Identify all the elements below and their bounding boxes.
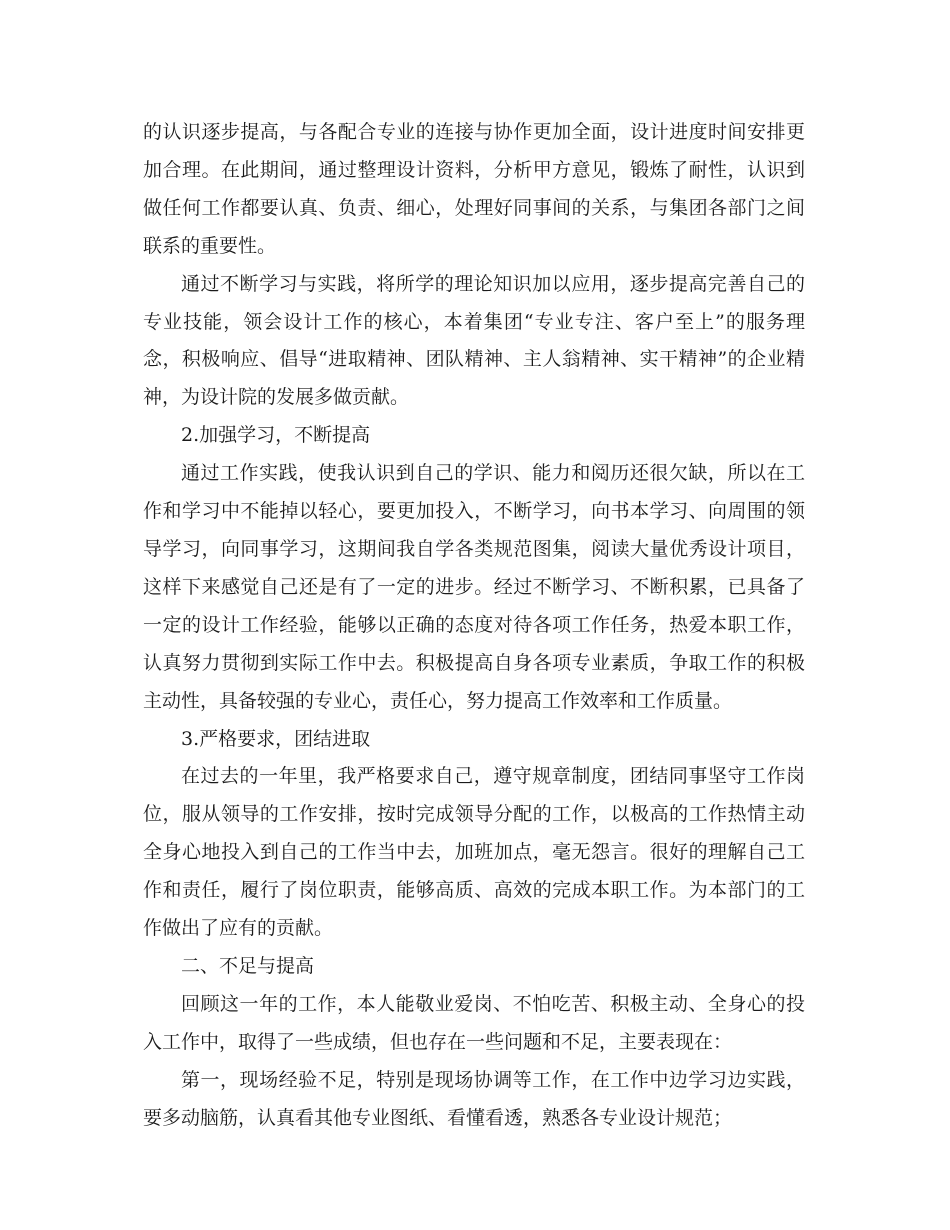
paragraph-discipline: 在过去的一年里，我严格要求自己，遵守规章制度，团结同事坚守工作岗位，服从领导的工作安排，按时完成领导分配的工作，以极高的工作热情主动全身心地投入到自己的工作当中去，加班加点，毫无怨言。很好的理解自己工作和责任，履行了岗位职责，能够高质、高效的完成本职工作。为本部门的工作做出了应有的贡献。	[143, 765, 805, 940]
paragraph-practice: 通过不断学习与实践，将所学的理论知识加以应用，逐步提高完善自己的专业技能，领会设计工作的核心，本着集团“专业专注、客户至上”的服务理念，积极响应、倡导“进取精神、团队精神、主人翁精神、实干精神”的企业精神，为设计院的发展多做贡献。	[143, 272, 805, 409]
paragraph-first-point: 第一，现场经验不足，特别是现场协调等工作，在工作中边学习边实践，要多动脑筋，认真看其他专业图纸、看懂看透，熟悉各专业设计规范；	[143, 1068, 805, 1129]
section-heading-study: 2.加强学习，不断提高	[181, 424, 371, 447]
document-body	[143, 114, 805, 1137]
section-heading-discipline: 3.严格要求，团结进取	[181, 727, 371, 750]
paragraph-review: 回顾这一年的工作，本人能敬业爱岗、不怕吃苦、积极主动、全身心的投入工作中，取得了一些成绩，但也存在一些问题和不足，主要表现在：	[143, 992, 805, 1053]
paragraph-continuation: 的认识逐步提高，与各配合专业的连接与协作更加全面，设计进度时间安排更加合理。在此期间，通过整理设计资料，分析甲方意见，锻炼了耐性，认识到做任何工作都要认真、负责、细心，处理好同事间的关系，与集团各部门之间联系的重要性。	[143, 121, 805, 257]
section-heading-shortcomings: 二、不足与提高	[181, 954, 315, 977]
paragraph-study: 通过工作实践，使我认识到自己的学识、能力和阅历还很欠缺，所以在工作和学习中不能掉以轻心，要更加投入，不断学习，向书本学习、向周围的领导学习，向同事学习，这期间我自学各类规范图集，阅读大量优秀设计项目，这样下来感觉自己还是有了一定的进步。经过不断学习、不断积累，已具备了一定的设计工作经验，能够以正确的态度对待各项工作任务，热爱本职工作，认真努力贯彻到实际工作中去。积极提高自身各项专业素质，争取工作的积极主动性，具备较强的专业心，责任心，努力提高工作效率和工作质量。	[143, 462, 805, 712]
